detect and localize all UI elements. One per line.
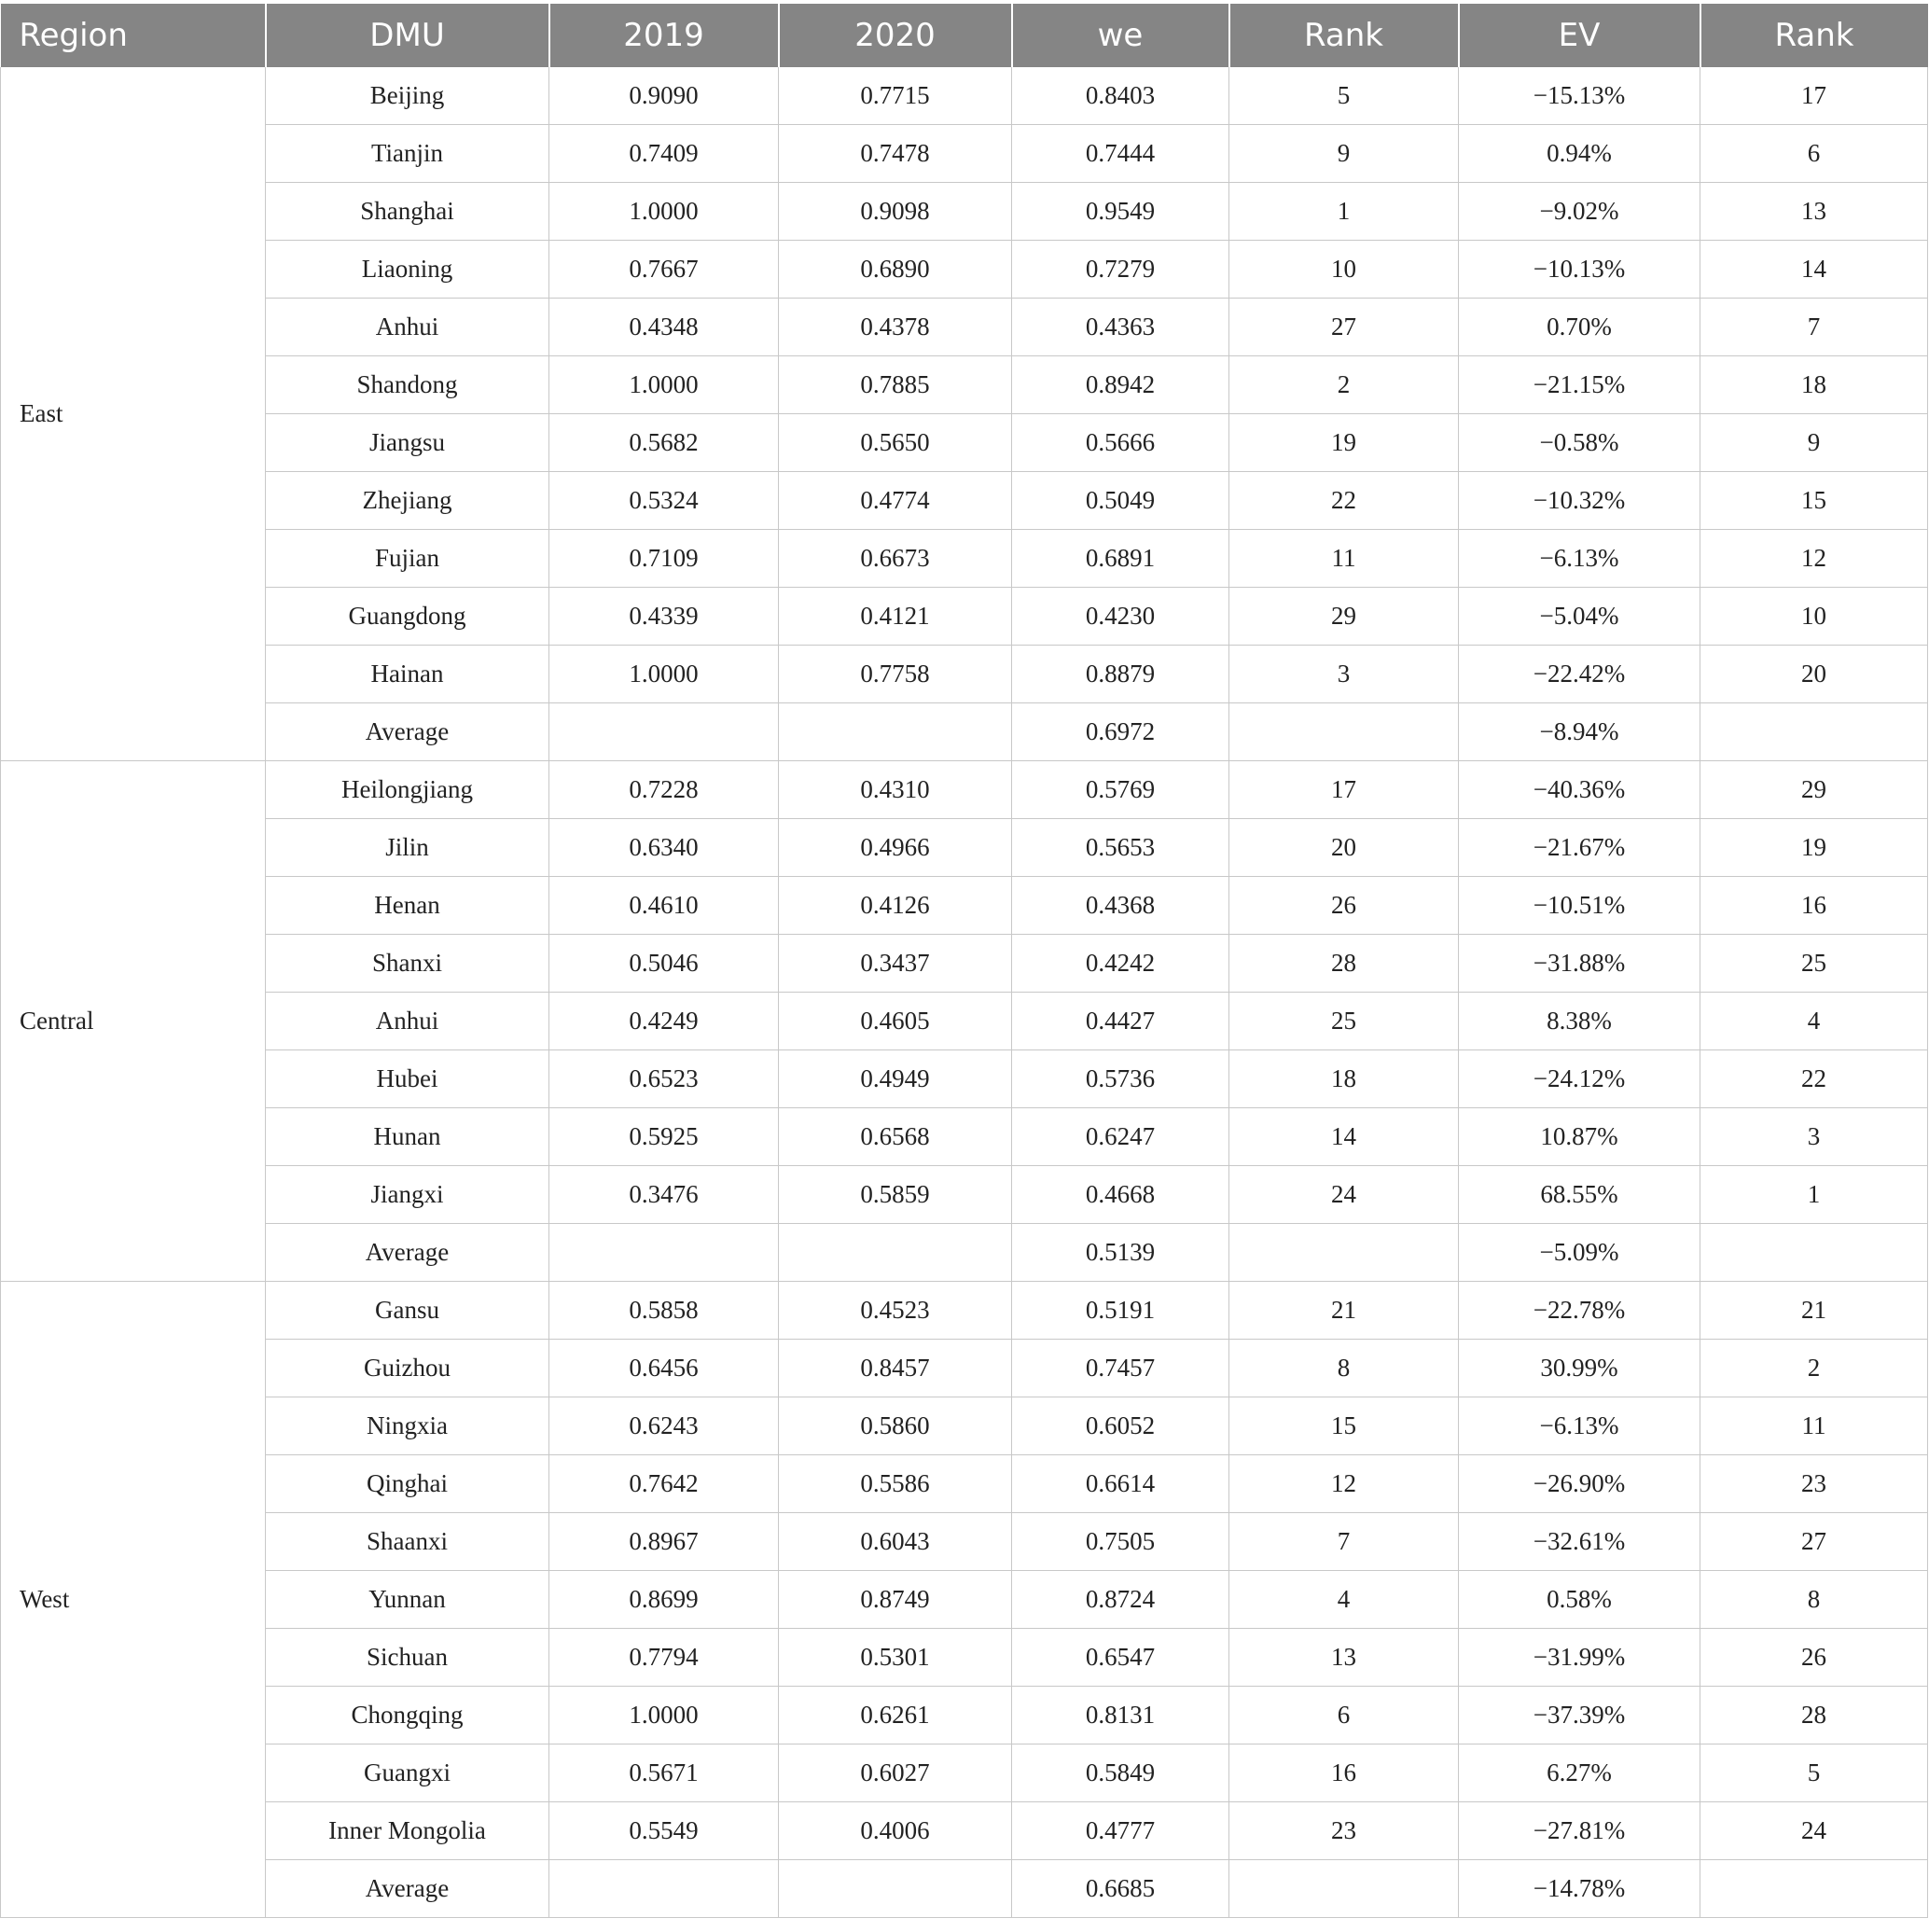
ev-cell: −6.13% — [1459, 1397, 1700, 1455]
value-2019-cell: 0.7667 — [549, 241, 779, 299]
dmu-cell: Shandong — [266, 356, 549, 414]
dmu-cell: Average — [266, 1224, 549, 1282]
rank-ev-cell: 2 — [1700, 1340, 1928, 1397]
table-row — [1, 1571, 1928, 1629]
rank-we-cell: 8 — [1229, 1340, 1459, 1397]
rank-ev-cell — [1700, 1860, 1928, 1918]
dmu-cell: Guangdong — [266, 588, 549, 646]
dmu-cell: Inner Mongolia — [266, 1802, 549, 1860]
header-we: we — [1012, 4, 1229, 67]
value-2020-cell: 0.5860 — [779, 1397, 1012, 1455]
we-cell: 0.5653 — [1012, 819, 1229, 877]
ev-cell: −14.78% — [1459, 1860, 1700, 1918]
rank-we-cell: 2 — [1229, 356, 1459, 414]
value-2020-cell: 0.7885 — [779, 356, 1012, 414]
table-row — [1, 356, 1928, 414]
ev-cell: −21.15% — [1459, 356, 1700, 414]
value-2019-cell: 0.5858 — [549, 1282, 779, 1340]
rank-ev-cell: 21 — [1700, 1282, 1928, 1340]
dmu-cell: Average — [266, 703, 549, 761]
table-row — [1, 588, 1928, 646]
table-row — [1, 1340, 1928, 1397]
dmu-cell: Qinghai — [266, 1455, 549, 1513]
value-2020-cell: 0.6027 — [779, 1744, 1012, 1802]
header-2020: 2020 — [779, 4, 1012, 67]
dmu-cell: Zhejiang — [266, 472, 549, 530]
rank-ev-cell: 11 — [1700, 1397, 1928, 1455]
ev-cell: −5.04% — [1459, 588, 1700, 646]
ev-cell: 6.27% — [1459, 1744, 1700, 1802]
region-cell: Central — [1, 761, 266, 1282]
table-row — [1, 646, 1928, 703]
value-2020-cell: 0.6261 — [779, 1687, 1012, 1744]
we-cell: 0.4668 — [1012, 1166, 1229, 1224]
dmu-cell: Ningxia — [266, 1397, 549, 1455]
rank-ev-cell — [1700, 703, 1928, 761]
value-2019-cell: 0.5682 — [549, 414, 779, 472]
we-cell: 0.8942 — [1012, 356, 1229, 414]
we-cell: 0.6972 — [1012, 703, 1229, 761]
rank-ev-cell: 23 — [1700, 1455, 1928, 1513]
dmu-cell: Yunnan — [266, 1571, 549, 1629]
ev-cell: −6.13% — [1459, 530, 1700, 588]
value-2020-cell: 0.7715 — [779, 67, 1012, 125]
value-2019-cell: 0.5671 — [549, 1744, 779, 1802]
ev-cell: −21.67% — [1459, 819, 1700, 877]
value-2019-cell — [549, 703, 779, 761]
rank-we-cell: 19 — [1229, 414, 1459, 472]
header-row — [1, 4, 1928, 67]
ev-cell: −5.09% — [1459, 1224, 1700, 1282]
region-cell: West — [1, 1282, 266, 1918]
rank-we-cell: 12 — [1229, 1455, 1459, 1513]
table-row — [1, 472, 1928, 530]
we-cell: 0.9549 — [1012, 183, 1229, 241]
rank-we-cell — [1229, 1224, 1459, 1282]
we-cell: 0.7279 — [1012, 241, 1229, 299]
dmu-cell: Sichuan — [266, 1629, 549, 1687]
table-row — [1, 67, 1928, 125]
dmu-cell: Hainan — [266, 646, 549, 703]
value-2019-cell: 0.7109 — [549, 530, 779, 588]
rank-ev-cell: 1 — [1700, 1166, 1928, 1224]
rank-ev-cell: 5 — [1700, 1744, 1928, 1802]
we-cell: 0.4242 — [1012, 935, 1229, 993]
ev-cell: 10.87% — [1459, 1108, 1700, 1166]
value-2019-cell: 0.6243 — [549, 1397, 779, 1455]
table-row — [1, 1744, 1928, 1802]
table-row — [1, 1050, 1928, 1108]
rank-we-cell: 3 — [1229, 646, 1459, 703]
rank-ev-cell: 22 — [1700, 1050, 1928, 1108]
rank-ev-cell — [1700, 1224, 1928, 1282]
we-cell: 0.4363 — [1012, 299, 1229, 356]
rank-we-cell: 20 — [1229, 819, 1459, 877]
we-cell: 0.8403 — [1012, 67, 1229, 125]
dmu-cell: Heilongjiang — [266, 761, 549, 819]
we-cell: 0.5191 — [1012, 1282, 1229, 1340]
rank-ev-cell: 27 — [1700, 1513, 1928, 1571]
value-2020-cell: 0.4378 — [779, 299, 1012, 356]
value-2019-cell: 0.6340 — [549, 819, 779, 877]
ev-cell: −10.32% — [1459, 472, 1700, 530]
rank-we-cell: 29 — [1229, 588, 1459, 646]
rank-we-cell — [1229, 703, 1459, 761]
rank-we-cell: 28 — [1229, 935, 1459, 993]
value-2019-cell: 0.7409 — [549, 125, 779, 183]
value-2020-cell: 0.4605 — [779, 993, 1012, 1050]
ev-cell: −31.88% — [1459, 935, 1700, 993]
rank-ev-cell: 26 — [1700, 1629, 1928, 1687]
dmu-cell: Guizhou — [266, 1340, 549, 1397]
value-2020-cell: 0.4966 — [779, 819, 1012, 877]
value-2019-cell: 1.0000 — [549, 1687, 779, 1744]
table-row — [1, 183, 1928, 241]
table-row — [1, 1166, 1928, 1224]
ev-cell: 68.55% — [1459, 1166, 1700, 1224]
value-2019-cell: 0.3476 — [549, 1166, 779, 1224]
we-cell: 0.5736 — [1012, 1050, 1229, 1108]
value-2020-cell: 0.4006 — [779, 1802, 1012, 1860]
value-2020-cell — [779, 703, 1012, 761]
rank-ev-cell: 28 — [1700, 1687, 1928, 1744]
table-row — [1, 703, 1928, 761]
rank-ev-cell: 24 — [1700, 1802, 1928, 1860]
value-2020-cell: 0.5586 — [779, 1455, 1012, 1513]
table-row — [1, 1513, 1928, 1571]
value-2019-cell: 0.4249 — [549, 993, 779, 1050]
we-cell: 0.6614 — [1012, 1455, 1229, 1513]
rank-we-cell: 16 — [1229, 1744, 1459, 1802]
rank-ev-cell: 10 — [1700, 588, 1928, 646]
ev-cell: −31.99% — [1459, 1629, 1700, 1687]
table-row — [1, 299, 1928, 356]
table-row — [1, 1629, 1928, 1687]
dmu-cell: Guangxi — [266, 1744, 549, 1802]
value-2020-cell: 0.5650 — [779, 414, 1012, 472]
value-2019-cell: 1.0000 — [549, 356, 779, 414]
rank-we-cell: 6 — [1229, 1687, 1459, 1744]
rank-ev-cell: 17 — [1700, 67, 1928, 125]
dmu-cell: Shanghai — [266, 183, 549, 241]
value-2020-cell: 0.6568 — [779, 1108, 1012, 1166]
value-2019-cell: 0.5925 — [549, 1108, 779, 1166]
dmu-cell: Jiangxi — [266, 1166, 549, 1224]
table-row — [1, 1455, 1928, 1513]
ev-cell: −22.42% — [1459, 646, 1700, 703]
rank-ev-cell: 16 — [1700, 877, 1928, 935]
rank-we-cell: 26 — [1229, 877, 1459, 935]
value-2020-cell — [779, 1860, 1012, 1918]
dmu-cell: Henan — [266, 877, 549, 935]
value-2020-cell: 0.9098 — [779, 183, 1012, 241]
table-row — [1, 993, 1928, 1050]
header-2019: 2019 — [549, 4, 779, 67]
value-2020-cell: 0.5859 — [779, 1166, 1012, 1224]
value-2019-cell: 0.9090 — [549, 67, 779, 125]
rank-ev-cell: 12 — [1700, 530, 1928, 588]
rank-ev-cell: 3 — [1700, 1108, 1928, 1166]
dmu-cell: Beijing — [266, 67, 549, 125]
value-2019-cell: 0.5046 — [549, 935, 779, 993]
ev-cell: −24.12% — [1459, 1050, 1700, 1108]
ev-cell: −0.58% — [1459, 414, 1700, 472]
we-cell: 0.4427 — [1012, 993, 1229, 1050]
we-cell: 0.7444 — [1012, 125, 1229, 183]
we-cell: 0.8131 — [1012, 1687, 1229, 1744]
value-2019-cell: 0.4348 — [549, 299, 779, 356]
rank-we-cell: 15 — [1229, 1397, 1459, 1455]
rank-we-cell: 22 — [1229, 472, 1459, 530]
header-ev: EV — [1459, 4, 1700, 67]
value-2019-cell: 1.0000 — [549, 183, 779, 241]
rank-we-cell: 5 — [1229, 67, 1459, 125]
value-2020-cell: 0.4310 — [779, 761, 1012, 819]
table-row — [1, 414, 1928, 472]
rank-ev-cell: 15 — [1700, 472, 1928, 530]
value-2019-cell: 0.8699 — [549, 1571, 779, 1629]
value-2020-cell: 0.4949 — [779, 1050, 1012, 1108]
we-cell: 0.5139 — [1012, 1224, 1229, 1282]
rank-we-cell: 11 — [1229, 530, 1459, 588]
rank-ev-cell: 4 — [1700, 993, 1928, 1050]
dmu-cell: Gansu — [266, 1282, 549, 1340]
rank-we-cell: 9 — [1229, 125, 1459, 183]
rank-we-cell: 24 — [1229, 1166, 1459, 1224]
rank-we-cell: 27 — [1229, 299, 1459, 356]
rank-ev-cell: 18 — [1700, 356, 1928, 414]
value-2019-cell: 0.4339 — [549, 588, 779, 646]
ev-cell: −22.78% — [1459, 1282, 1700, 1340]
value-2019-cell: 1.0000 — [549, 646, 779, 703]
we-cell: 0.6247 — [1012, 1108, 1229, 1166]
dmu-cell: Anhui — [266, 993, 549, 1050]
dmu-cell: Hubei — [266, 1050, 549, 1108]
rank-we-cell: 14 — [1229, 1108, 1459, 1166]
we-cell: 0.6547 — [1012, 1629, 1229, 1687]
rank-we-cell: 4 — [1229, 1571, 1459, 1629]
we-cell: 0.7457 — [1012, 1340, 1229, 1397]
value-2020-cell: 0.3437 — [779, 935, 1012, 993]
efficiency-table — [0, 4, 1928, 1918]
ev-cell: 0.70% — [1459, 299, 1700, 356]
ev-cell: 0.58% — [1459, 1571, 1700, 1629]
rank-ev-cell: 14 — [1700, 241, 1928, 299]
ev-cell: −27.81% — [1459, 1802, 1700, 1860]
rank-we-cell: 21 — [1229, 1282, 1459, 1340]
dmu-cell: Hunan — [266, 1108, 549, 1166]
ev-cell: −32.61% — [1459, 1513, 1700, 1571]
dmu-cell: Shaanxi — [266, 1513, 549, 1571]
table-row — [1, 530, 1928, 588]
we-cell: 0.5769 — [1012, 761, 1229, 819]
we-cell: 0.5666 — [1012, 414, 1229, 472]
value-2020-cell: 0.6673 — [779, 530, 1012, 588]
table-row — [1, 125, 1928, 183]
table-row — [1, 1687, 1928, 1744]
ev-cell: 0.94% — [1459, 125, 1700, 183]
value-2019-cell — [549, 1860, 779, 1918]
header-region: Region — [1, 4, 266, 67]
we-cell: 0.6685 — [1012, 1860, 1229, 1918]
region-cell: East — [1, 67, 266, 761]
ev-cell: 8.38% — [1459, 993, 1700, 1050]
rank-ev-cell: 9 — [1700, 414, 1928, 472]
rank-we-cell — [1229, 1860, 1459, 1918]
rank-we-cell: 17 — [1229, 761, 1459, 819]
header-rank-we: Rank — [1229, 4, 1459, 67]
table-row — [1, 1224, 1928, 1282]
value-2020-cell: 0.8457 — [779, 1340, 1012, 1397]
table-row — [1, 819, 1928, 877]
rank-ev-cell: 13 — [1700, 183, 1928, 241]
ev-cell: −10.51% — [1459, 877, 1700, 935]
table-row — [1, 1108, 1928, 1166]
value-2019-cell: 0.7642 — [549, 1455, 779, 1513]
we-cell: 0.4230 — [1012, 588, 1229, 646]
value-2020-cell: 0.8749 — [779, 1571, 1012, 1629]
rank-ev-cell: 8 — [1700, 1571, 1928, 1629]
rank-ev-cell: 19 — [1700, 819, 1928, 877]
ev-cell: −40.36% — [1459, 761, 1700, 819]
table-container — [0, 4, 1927, 1918]
we-cell: 0.5849 — [1012, 1744, 1229, 1802]
value-2020-cell: 0.5301 — [779, 1629, 1012, 1687]
dmu-cell: Jilin — [266, 819, 549, 877]
rank-ev-cell: 7 — [1700, 299, 1928, 356]
table-row — [1, 1397, 1928, 1455]
dmu-cell: Average — [266, 1860, 549, 1918]
value-2019-cell: 0.8967 — [549, 1513, 779, 1571]
table-row — [1, 1860, 1928, 1918]
value-2020-cell: 0.6890 — [779, 241, 1012, 299]
dmu-cell: Jiangsu — [266, 414, 549, 472]
value-2019-cell: 0.6523 — [549, 1050, 779, 1108]
we-cell: 0.6052 — [1012, 1397, 1229, 1455]
we-cell: 0.6891 — [1012, 530, 1229, 588]
rank-we-cell: 18 — [1229, 1050, 1459, 1108]
rank-we-cell: 7 — [1229, 1513, 1459, 1571]
header-dmu: DMU — [266, 4, 549, 67]
value-2019-cell: 0.4610 — [549, 877, 779, 935]
dmu-cell: Tianjin — [266, 125, 549, 183]
rank-we-cell: 10 — [1229, 241, 1459, 299]
value-2019-cell: 0.6456 — [549, 1340, 779, 1397]
we-cell: 0.4777 — [1012, 1802, 1229, 1860]
rank-ev-cell: 6 — [1700, 125, 1928, 183]
value-2020-cell: 0.4126 — [779, 877, 1012, 935]
value-2019-cell — [549, 1224, 779, 1282]
dmu-cell: Anhui — [266, 299, 549, 356]
ev-cell: −9.02% — [1459, 183, 1700, 241]
rank-we-cell: 23 — [1229, 1802, 1459, 1860]
value-2020-cell: 0.4121 — [779, 588, 1012, 646]
rank-ev-cell: 25 — [1700, 935, 1928, 993]
rank-we-cell: 13 — [1229, 1629, 1459, 1687]
ev-cell: −15.13% — [1459, 67, 1700, 125]
table-row — [1, 1802, 1928, 1860]
dmu-cell: Chongqing — [266, 1687, 549, 1744]
value-2019-cell: 0.5549 — [549, 1802, 779, 1860]
we-cell: 0.7505 — [1012, 1513, 1229, 1571]
value-2019-cell: 0.7794 — [549, 1629, 779, 1687]
ev-cell: −8.94% — [1459, 703, 1700, 761]
table-row — [1, 1282, 1928, 1340]
ev-cell: 30.99% — [1459, 1340, 1700, 1397]
value-2019-cell: 0.7228 — [549, 761, 779, 819]
dmu-cell: Shanxi — [266, 935, 549, 993]
table-row — [1, 935, 1928, 993]
value-2020-cell: 0.6043 — [779, 1513, 1012, 1571]
ev-cell: −10.13% — [1459, 241, 1700, 299]
value-2020-cell: 0.4523 — [779, 1282, 1012, 1340]
table-row — [1, 877, 1928, 935]
we-cell: 0.8724 — [1012, 1571, 1229, 1629]
value-2020-cell — [779, 1224, 1012, 1282]
ev-cell: −26.90% — [1459, 1455, 1700, 1513]
ev-cell: −37.39% — [1459, 1687, 1700, 1744]
value-2020-cell: 0.7478 — [779, 125, 1012, 183]
table-row — [1, 761, 1928, 819]
rank-we-cell: 1 — [1229, 183, 1459, 241]
table-row — [1, 241, 1928, 299]
value-2020-cell: 0.4774 — [779, 472, 1012, 530]
dmu-cell: Fujian — [266, 530, 549, 588]
value-2019-cell: 0.5324 — [549, 472, 779, 530]
we-cell: 0.8879 — [1012, 646, 1229, 703]
rank-ev-cell: 29 — [1700, 761, 1928, 819]
we-cell: 0.5049 — [1012, 472, 1229, 530]
dmu-cell: Liaoning — [266, 241, 549, 299]
we-cell: 0.4368 — [1012, 877, 1229, 935]
header-rank-ev: Rank — [1700, 4, 1928, 67]
rank-we-cell: 25 — [1229, 993, 1459, 1050]
value-2020-cell: 0.7758 — [779, 646, 1012, 703]
rank-ev-cell: 20 — [1700, 646, 1928, 703]
